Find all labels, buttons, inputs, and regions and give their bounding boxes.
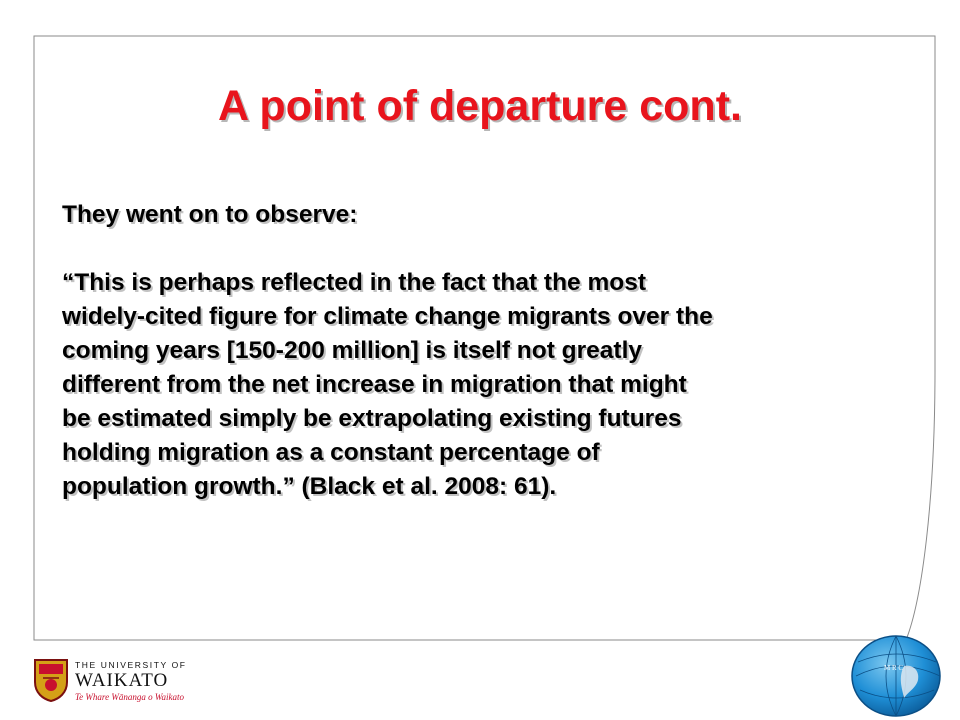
crest-icon bbox=[33, 658, 69, 702]
university-logo bbox=[33, 656, 187, 706]
quote-block bbox=[62, 266, 922, 504]
quote-line: different from the net increase in migration that might bbox=[62, 371, 687, 398]
logo-line1: THE UNIVERSITY OF bbox=[75, 660, 187, 670]
globe-label: M R C bbox=[884, 664, 904, 672]
logo-line3: Te Whare Wānanga o Waikato bbox=[75, 692, 184, 702]
slide-body bbox=[62, 198, 922, 504]
intro-text: They went on to observe: bbox=[62, 201, 358, 228]
slide-title: A point of departure cont. bbox=[218, 82, 742, 130]
quote-line: population growth.” (Black et al. 2008: 61). bbox=[62, 473, 557, 500]
quote-line: coming years [150-200 million] is itself not greatly bbox=[62, 337, 643, 364]
logo-line2: WAIKATO bbox=[75, 670, 169, 691]
quote-line: be estimated simply be extrapolating existing futures bbox=[62, 405, 682, 432]
quote-line: widely-cited figure for climate change migrants over the bbox=[62, 303, 713, 330]
quote-line: holding migration as a constant percentage of bbox=[62, 439, 600, 466]
quote-line: “This is perhaps reflected in the fact that the most bbox=[62, 269, 647, 296]
mrc-globe-icon bbox=[846, 626, 950, 720]
